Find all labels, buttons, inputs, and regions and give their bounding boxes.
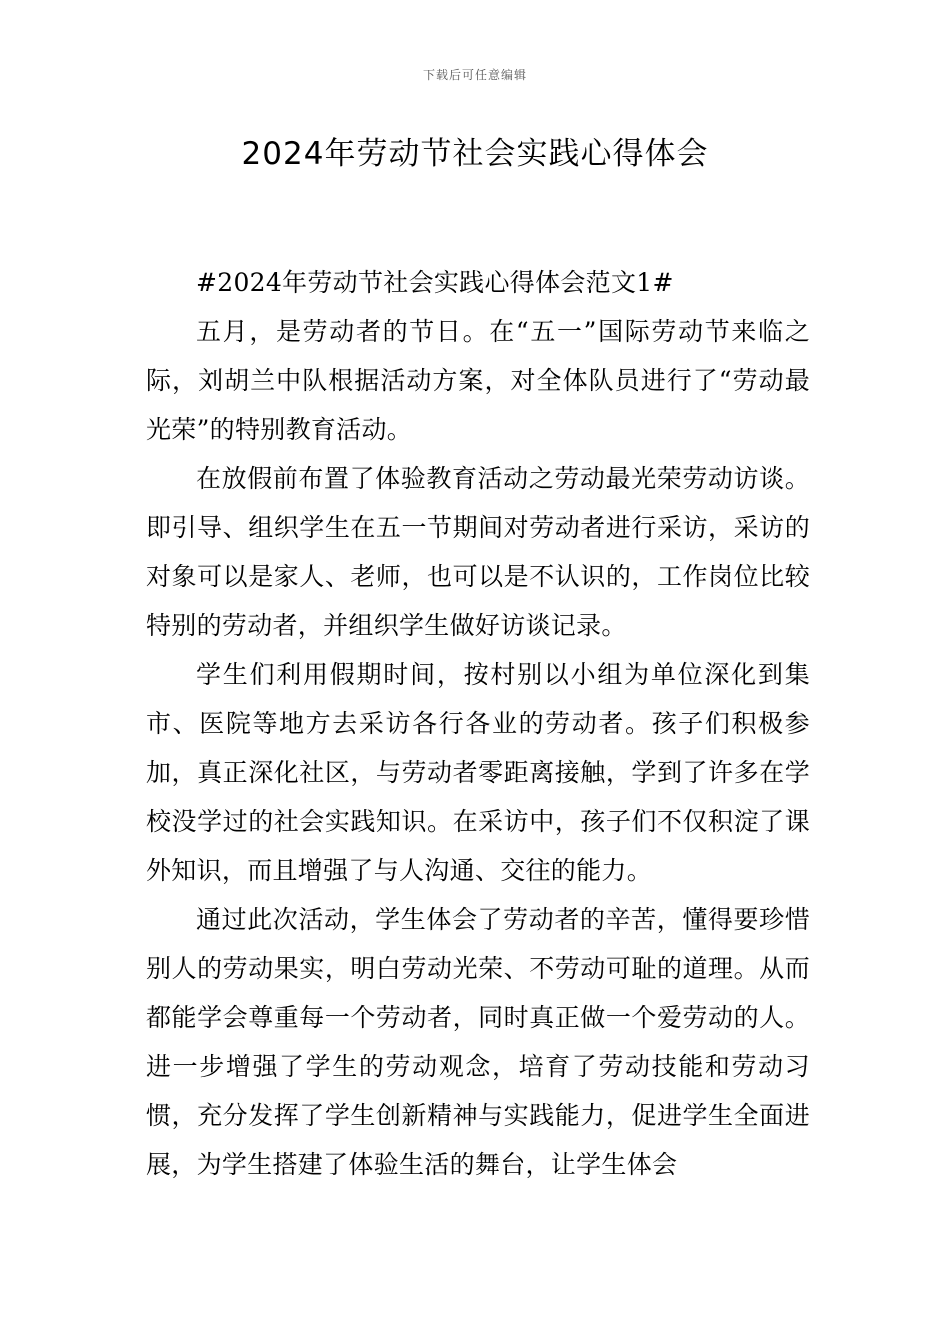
document-subtitle: #2024年劳动节社会实践心得体会范文1#: [196, 268, 674, 297]
document-title: 2024年劳动节社会实践心得体会: [241, 136, 709, 172]
paragraph: 通过此次活动，学生体会了劳动者的辛苦，懂得要珍惜别人的劳动果实，明白劳动光荣、不劳动可耻的道理。从而都能学会尊重每一个劳动者，同时真正做一个爱劳动的人。进一步增强了学生的劳动观念，培育了劳动技能和劳动习惯，充分发挥了学生创新精神与实践能力，促进学生全面进展，为学生搭建了体验生活的舞台，让学生体会: [146, 905, 810, 1179]
page-header-note: 下载后可任意编辑: [422, 68, 527, 82]
document-body: [146, 258, 810, 1189]
paragraph: 五月，是劳动者的节日。在“五一”国际劳动节来临之际，刘胡兰中队根据活动方案，对全体队员进行了“劳动最光荣”的特别教育活动。: [146, 317, 810, 444]
paragraph: 学生们利用假期时间，按村别以小组为单位深化到集市、医院等地方去采访各行各业的劳动者。孩子们积极参加，真正深化社区，与劳动者零距离接触，学到了许多在学校没学过的社会实践知识。在采访中，孩子们不仅积淀了课外知识，而且增强了与人沟通、交往的能力。: [146, 660, 810, 885]
paragraph: 在放假前布置了体验教育活动之劳动最光荣劳动访谈。即引导、组织学生在五一节期间对劳动者进行采访，采访的对象可以是家人、老师，也可以是不认识的，工作岗位比较特别的劳动者，并组织学生做好访谈记录。: [146, 464, 810, 640]
